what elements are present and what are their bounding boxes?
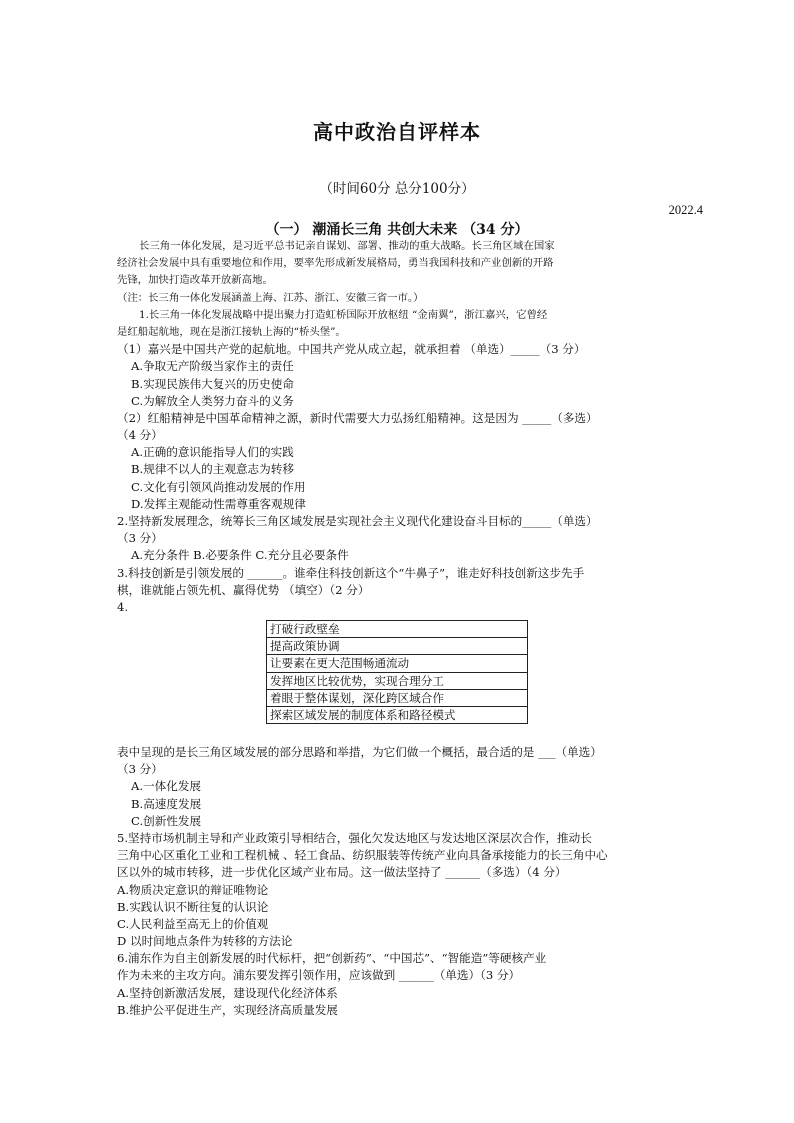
exam-date: 2022.4 (668, 203, 703, 217)
q1-2-stem: （2）红船精神是中国革命精神之源，新时代需要大力弘扬红船精神。这是因为 _____（多选） (117, 410, 598, 425)
q4-stem: 表中呈现的是长三角区域发展的部分思路和举措，为它们做一个概括，最合适的是 ___（单选） (117, 745, 602, 759)
q4-option-a: A.一体化发展 (131, 779, 202, 794)
q1-stem-line: 1.长三角一体化发展战略中提出聚力打造虹桥国际开放枢纽 “金南翼”，浙江嘉兴，它曾经 (139, 308, 548, 321)
q4-number: 4. (117, 599, 129, 614)
section-body-part1 (117, 238, 687, 616)
intro-note: （注：长三角一体化发展涵盖上海、江苏、浙江、安徽三省一市。） (117, 291, 424, 304)
table-row (267, 706, 528, 723)
table-row (267, 672, 528, 689)
table-cell: 让要素在更大范围畅通流动 (267, 655, 528, 672)
q4-measures-table (266, 620, 528, 724)
q1-2-stem: （4 分） (117, 428, 163, 443)
intro-line: 长三角一体化发展，是习近平总书记亲自谋划、部署、推动的重大战略。长三角区域在国家 (139, 240, 555, 252)
q4-option-b: B.高速度发展 (131, 796, 202, 811)
q1-1-option-c: C.为解放全人类努力奋斗的义务 (131, 393, 294, 408)
q1-1-option-a: A.争取无产阶级当家作主的责任 (131, 359, 294, 374)
q1-1-option-b: B.实现民族伟大复兴的历史使命 (131, 376, 294, 391)
q1-stem-line: 是红船起航地，现在是浙江接轨上海的“桥头堡”。 (117, 325, 346, 338)
table-row (267, 638, 528, 655)
intro-line: 经济社会发展中具有重要地位和作用，要率先形成新发展格局，勇当我国科技和产业创新的开路 (117, 257, 554, 270)
q5-stem: 三角中心区重化工业和工程机械 、轻工食品、纺织服装等传统产业向具备承接能力的长三角中心 (117, 848, 608, 863)
q4-stem: （3 分） (117, 762, 163, 777)
table-row (267, 655, 528, 672)
q6-option-a: A.坚持创新激活发展，建设现代化经济体系 (117, 985, 338, 1000)
q2-options: A.充分条件 B.必要条件 C.充分且必要条件 (131, 548, 349, 563)
table-cell: 打破行政壁垒 (267, 621, 528, 638)
q1-2-option-d: D.发挥主观能动性需尊重客观规律 (131, 496, 306, 511)
q6-stem: 作为未来的主攻方向。浦东要发挥引领作用，应该做到 ______（单选）（3 分） (117, 968, 521, 983)
q1-2-option-a: A.正确的意识能指导人们的实践 (131, 445, 294, 460)
section-body-part2 (117, 744, 687, 1019)
q5-option-c: C.人民利益至高无上的价值观 (117, 916, 269, 931)
q5-stem: 区以外的城市转移，进一步优化区域产业布局。这一做法坚持了 ______（多选）（4 分） (117, 865, 567, 880)
q2-stem: 2.坚持新发展理念，统筹长三角区域发展是实现社会主义现代化建设奋斗目标的_____（单选） (117, 514, 598, 528)
table-row (267, 689, 528, 706)
q5-stem: 5.坚持市场机制主导和产业政策引导相结合，强化欠发达地区与发达地区深层次合作，推动长 (117, 830, 592, 845)
page-title: 高中政治自评样本 (313, 120, 481, 144)
section-heading: （一） 潮涌长三角 共创大未来 （34 分） (265, 222, 529, 238)
table-cell: 提高政策协调 (267, 638, 528, 655)
q3-stem: 棋，谁就能占领先机、赢得优势 （填空）（2 分） (117, 582, 370, 597)
q5-option-a: A.物质决定意识的辩证唯物论 (117, 882, 269, 897)
table-cell: 发挥地区比较优势，实现合理分工 (267, 672, 528, 689)
q5-option-d: D 以时间地点条件为转移的方法论 (117, 934, 293, 949)
intro-line: 先锋，加快打造改革开放新高地。 (117, 274, 273, 287)
q1-2-option-b: B.规律不以人的主观意志为转移 (131, 462, 294, 477)
q5-option-b: B.实践认识不断往复的认识论 (117, 899, 269, 914)
table-cell: 探索区域发展的制度体系和路径模式 (267, 706, 528, 723)
table-row (267, 621, 528, 638)
q1-1-stem: （1）嘉兴是中国共产党的起航地。中国共产党从成立起，就承担着 （单选）_____（3 分） (117, 342, 586, 357)
exam-time-score: （时间60分 总分100分） (319, 181, 475, 197)
q6-option-b: B.维护公平促进生产，实现经济高质量发展 (117, 1002, 338, 1017)
q1-2-option-c: C.文化有引领风尚推动发展的作用 (131, 479, 306, 494)
q6-stem: 6.浦东作为自主创新发展的时代标杆，把“创新药”、“中国芯”、“智能造”等硬核产业 (117, 951, 547, 966)
table-cell: 着眼于整体谋划，深化跨区域合作 (267, 689, 528, 706)
q3-stem: 3.科技创新是引领发展的 ______。谁牵住科技创新这个“牛鼻子”，谁走好科技创新这步先手 (117, 565, 585, 580)
q2-stem: （3 分） (117, 531, 163, 546)
q4-option-c: C.创新性发展 (131, 813, 202, 828)
